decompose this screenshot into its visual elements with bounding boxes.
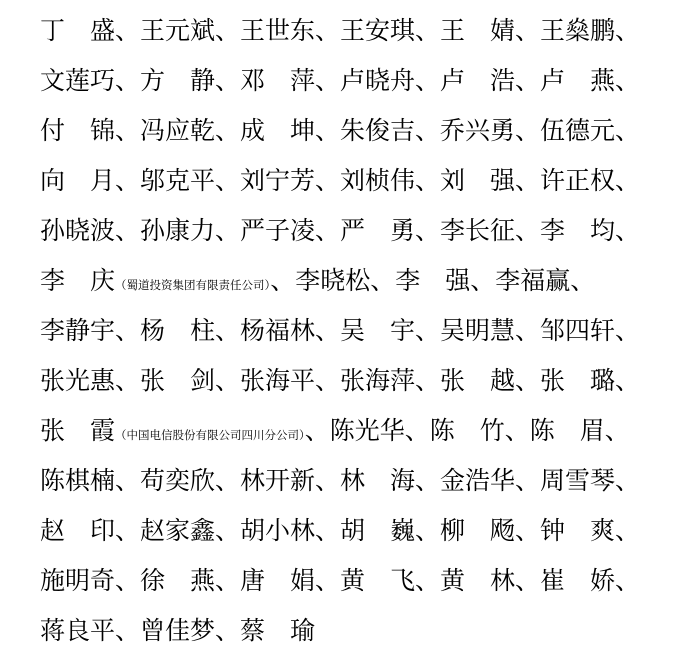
- names-text: 蒋良平、曾佳梦、蔡 瑜: [40, 616, 316, 645]
- names-text: 孙晓波、孙康力、严子凌、严 勇、李长征、李 均、: [40, 216, 641, 245]
- name-line: [40, 606, 700, 656]
- names-text: 向 月、邬克平、刘宁芳、刘桢伟、刘 强、许正权、: [40, 166, 641, 195]
- name-line: [40, 56, 700, 106]
- name-line: [40, 106, 700, 156]
- name-line: [40, 6, 700, 56]
- names-text: 张 霞: [40, 416, 116, 445]
- names-text: 李 庆: [40, 266, 116, 295]
- names-text: 、陈光华、陈 竹、陈 眉、: [304, 416, 630, 445]
- affiliation-note: （中国电信股份有限公司四川分公司）: [115, 428, 305, 442]
- names-text: 文莲巧、方 静、邓 萍、卢晓舟、卢 浩、卢 燕、: [40, 66, 641, 95]
- names-text: 李静宇、杨 柱、杨福林、吴 宇、吴明慧、邹四轩、: [40, 316, 641, 345]
- names-text: 付 锦、冯应乾、成 坤、朱俊吉、乔兴勇、伍德元、: [40, 116, 641, 145]
- name-line: [40, 206, 700, 256]
- names-text: 赵 印、赵家鑫、胡小林、胡 巍、柳 飏、钟 爽、: [40, 516, 641, 545]
- name-line: [40, 256, 700, 306]
- names-text: 丁 盛、王元斌、王世东、王安琪、王 婧、王燊鹏、: [40, 16, 641, 45]
- name-line: [40, 156, 700, 206]
- names-text: 张光惠、张 剑、张海平、张海萍、张 越、张 璐、: [40, 366, 641, 395]
- name-line: [40, 306, 700, 356]
- name-line: [40, 456, 700, 506]
- affiliation-note: （蜀道投资集团有限责任公司）: [115, 278, 271, 292]
- name-line: [40, 506, 700, 556]
- names-text: 、李晓松、李 强、李福赢、: [270, 266, 596, 295]
- name-list: [40, 6, 700, 656]
- name-line: [40, 356, 700, 406]
- name-line: [40, 406, 700, 456]
- names-text: 陈棋楠、苟奕欣、林开新、林 海、金浩华、周雪琴、: [40, 466, 641, 495]
- name-line: [40, 556, 700, 606]
- names-text: 施明奇、徐 燕、唐 娟、黄 飞、黄 林、崔 娇、: [40, 566, 641, 595]
